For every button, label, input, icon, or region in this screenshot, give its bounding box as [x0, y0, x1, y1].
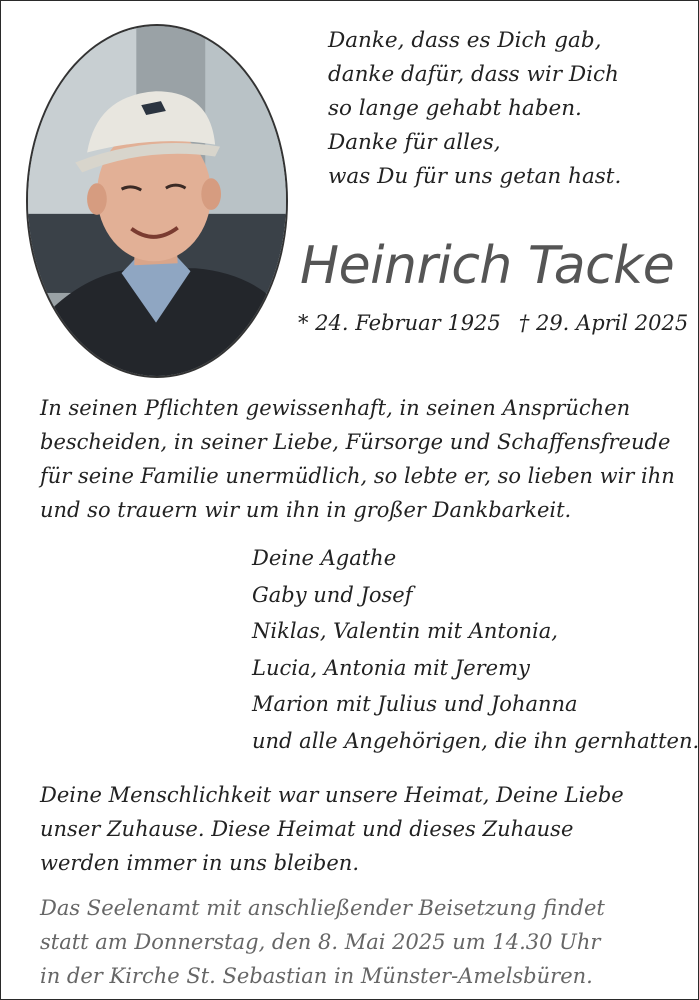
tribute-line: In seinen Pflichten gewissenhaft, in seinen Ansprüchen: [40, 396, 631, 420]
closing-line: unser Zuhause. Diese Heimat und dieses Zuhause: [40, 817, 574, 841]
tribute-line: für seine Familie unermüdlich, so lebte er, so lieben wir ihn: [40, 464, 675, 488]
closing-line: werden immer in uns bleiben.: [40, 851, 359, 875]
portrait-icon: [28, 26, 286, 376]
closing-text: [40, 778, 624, 880]
poem: [328, 24, 621, 194]
family-line: Gaby und Josef: [252, 582, 413, 607]
poem-line: Danke, dass es Dich gab,: [328, 28, 602, 53]
service-line: Das Seelenamt mit anschließender Beisetzung findet: [40, 896, 605, 920]
tribute-line: bescheiden, in seiner Liebe, Fürsorge und Schaffensfreude: [40, 430, 671, 454]
family-line: Lucia, Antonia mit Jeremy: [252, 655, 530, 680]
birth-date: * 24. Februar 1925: [298, 311, 501, 335]
life-dates: [298, 311, 688, 335]
poem-line: so lange gehabt haben.: [328, 96, 582, 121]
service-line: in der Kirche St. Sebastian in Münster-Amelsbüren.: [40, 964, 593, 988]
family-list: [252, 540, 699, 759]
service-line: statt am Donnerstag, den 8. Mai 2025 um 14.30 Uhr: [40, 930, 601, 954]
closing-line: Deine Menschlichkeit war unsere Heimat, Deine Liebe: [40, 783, 624, 807]
poem-line: danke dafür, dass wir Dich: [328, 62, 619, 87]
portrait-photo: [26, 24, 288, 378]
family-line: Deine Agathe: [252, 546, 397, 570]
poem-line: Danke für alles,: [328, 130, 501, 155]
family-line: Marion mit Julius und Johanna: [252, 692, 578, 716]
family-line: Niklas, Valentin mit Antonia,: [252, 619, 558, 643]
family-line: und alle Angehörigen, die ihn gernhatten.: [252, 728, 699, 753]
poem-line: was Du für uns getan hast.: [328, 164, 622, 189]
tribute-line: und so trauern wir um ihn in großer Dankbarkeit.: [40, 498, 572, 522]
deceased-name: Heinrich Tacke: [300, 236, 675, 296]
tribute-text: [40, 391, 675, 527]
death-date: † 29. April 2025: [518, 311, 689, 335]
service-info: [40, 891, 605, 993]
